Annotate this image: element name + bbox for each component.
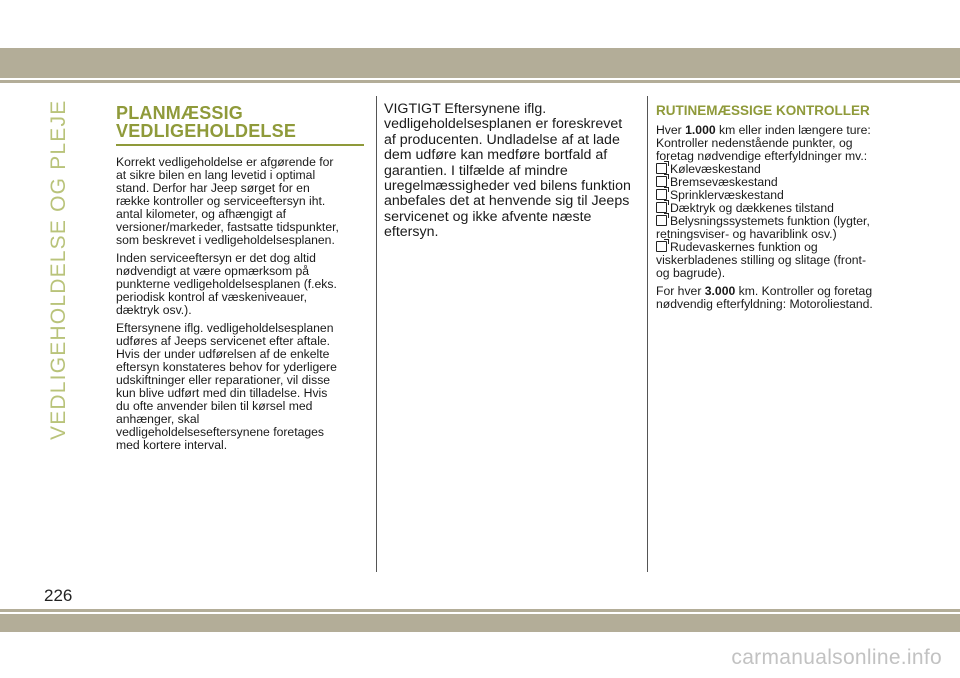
checklist-item: [656, 241, 916, 280]
text-line: eftersyn konstateres behov for yderligere: [116, 360, 337, 374]
text-line: af producenten. Undladelse af at lade: [384, 131, 620, 148]
text-line: uregelmæssigheder ved bilens funktion: [384, 178, 631, 195]
checkbox-icon: [656, 163, 667, 174]
title-underline: [116, 144, 364, 146]
text-line: VIGTIGT Eftersynene iflg.: [384, 101, 547, 117]
page-title: [116, 104, 366, 140]
header-band: [0, 48, 960, 78]
checklist-item-label: viskerbladenes stilling og slitage (front-: [656, 253, 866, 267]
title-line-1: PLANMÆSSIG: [116, 103, 244, 123]
checkbox-icon: [656, 202, 667, 213]
checklist-item-label: Bremsevæskestand: [670, 175, 778, 189]
text-fragment: Hver: [656, 123, 686, 137]
checkbox-icon: [656, 176, 667, 187]
text-line: række kontroller og serviceeftersyn iht.: [116, 194, 326, 208]
km-value: 3.000: [704, 284, 736, 298]
text-line: foretag nødvendige efterfyldninger mv.:: [656, 149, 868, 163]
text-line: eftersyn.: [384, 224, 439, 241]
checklist-item-label: og bagrude).: [656, 266, 726, 280]
checklist: [656, 163, 916, 280]
checklist-item-label: Belysningssystemets funktion (lygter,: [670, 214, 870, 228]
text-line: anbefales det at henvende sig til Jeeps: [384, 193, 630, 210]
text-line: du ofte anvender bilen til kørsel med: [116, 399, 313, 413]
text-fragment: km eller inden længere ture:: [715, 123, 871, 137]
text-line: dæktryk osv.).: [116, 303, 192, 317]
paragraph-intro: [116, 156, 366, 247]
important-note: [384, 102, 640, 241]
text-line: nødvendig efterfyldning: Motoroliestand.: [656, 297, 873, 311]
checklist-item-label: Dæktryk og dækkenes tilstand: [670, 201, 834, 215]
text-line: som beskrevet i vedligeholdelsesplanen.: [116, 233, 335, 247]
checklist-item-label: Kølevæskestand: [670, 162, 761, 176]
text-line: dem udføre kan medføre bortfald af: [384, 147, 608, 164]
text-line: udskiftninger eller reparationer, vil disse: [116, 373, 331, 387]
column-divider-2: [647, 96, 648, 572]
text-line: punkterne vedligeholdelsesplanen (f.eks.: [116, 277, 337, 291]
text-line: anhænger, skal: [116, 412, 200, 426]
watermark: carmanualsonline.info: [731, 646, 942, 669]
section-title-routine-checks: RUTINEMÆSSIGE KONTROLLER: [656, 103, 870, 118]
section-side-label: VEDLIGEHOLDELSE OG PLEJE: [47, 99, 70, 440]
text-fragment: km. Kontroller og foretag: [735, 284, 873, 298]
paragraph-before-service: [116, 252, 366, 317]
text-line: kun blive udført med din tilladelse. Hvis: [116, 386, 328, 400]
text-line: antal kilometer, og afhængigt af: [116, 207, 287, 221]
text-line: vedligeholdelsesplanen er foreskrevet: [384, 116, 623, 133]
checkbox-icon: [656, 241, 667, 252]
checklist-item-label: Rudevaskernes funktion og: [670, 240, 818, 254]
text-line: vedligeholdelseseftersynene foretages: [116, 425, 325, 439]
footer-band: [0, 614, 960, 632]
text-line: Inden serviceeftersyn er det dog altid: [116, 251, 316, 265]
text-line: med kortere interval.: [116, 438, 228, 452]
column-maintenance: [116, 104, 366, 457]
text-line: Kontroller nedenstående punkter, og: [656, 136, 853, 150]
text-fragment: For hver: [656, 284, 705, 298]
paragraph-service-network: [116, 322, 366, 452]
checklist-item-label: retningsviser- og havariblink osv.): [656, 227, 837, 241]
paragraph-every-3000km: [656, 285, 916, 311]
footer-rule: [0, 609, 960, 612]
text-line: versioner/markeder, fastsatte tidspunkter,: [116, 220, 339, 234]
checkbox-icon: [656, 189, 667, 200]
paragraph-every-1000km: [656, 124, 916, 163]
text-line: Korrekt vedligeholdelse er afgørende for: [116, 155, 334, 169]
text-line: nødvendigt at være opmærksom på: [116, 264, 310, 278]
text-line: udføres af Jeeps servicenet efter aftale.: [116, 334, 331, 348]
column-divider-1: [376, 96, 377, 572]
text-line: periodisk kontrol af væskeniveauer,: [116, 290, 308, 304]
title-line-2: VEDLIGEHOLDELSE: [116, 121, 297, 141]
text-line: garantien. I tilfælde af mindre: [384, 162, 568, 179]
column-routine-checks: [656, 104, 916, 316]
text-line: at sikre bilen en lang levetid i optimal: [116, 168, 316, 182]
km-value: 1.000: [685, 123, 716, 137]
page-number: 226: [44, 586, 73, 605]
text-line: Hvis der under udførelsen af de enkelte: [116, 347, 330, 361]
text-line: stand. Derfor har Jeep sørget for en: [116, 181, 310, 195]
header-rule: [0, 80, 960, 83]
checkbox-icon: [656, 215, 667, 226]
checklist-item-label: Sprinklervæskestand: [670, 188, 784, 202]
text-line: servicenet og ikke afvente næste: [384, 208, 592, 225]
column-important-note: [384, 101, 640, 241]
text-line: Eftersynene iflg. vedligeholdelsesplanen: [116, 321, 334, 335]
checklist-item: [656, 215, 916, 241]
